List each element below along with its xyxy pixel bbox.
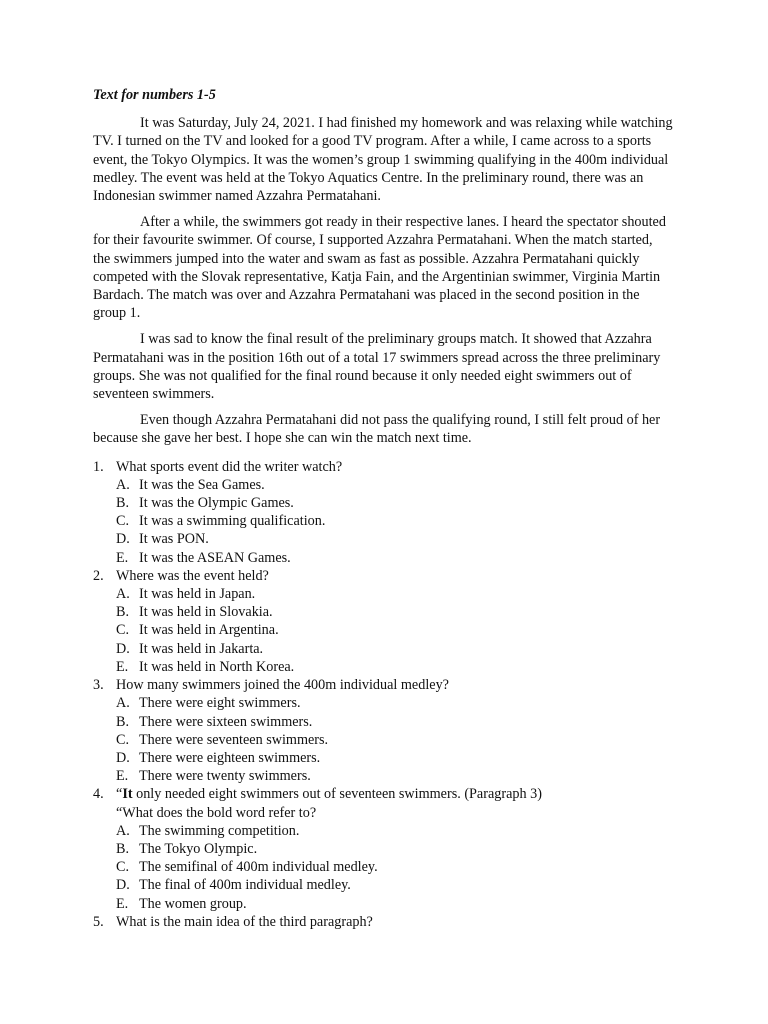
question-number: 4. bbox=[93, 786, 104, 803]
option-text: It was held in Argentina. bbox=[139, 622, 279, 639]
option-text: It was the ASEAN Games. bbox=[139, 549, 291, 566]
question-text: Where was the event held? bbox=[116, 567, 269, 584]
option-text: The swimming competition. bbox=[139, 822, 300, 839]
question-text: How many swimmers joined the 400m individual medley? bbox=[116, 677, 449, 694]
option-c bbox=[116, 731, 673, 749]
paragraph-4: Even though Azzahra Permatahani did not pass the qualifying round, I still felt proud of her because she gave her best. I hope she can win the match next time. bbox=[93, 412, 661, 447]
option-b bbox=[116, 713, 673, 731]
option-list bbox=[116, 822, 673, 913]
quote-bold-word: It bbox=[122, 786, 133, 803]
quote-open-mark: “ bbox=[116, 786, 123, 803]
question-4 bbox=[93, 785, 673, 912]
option-text: There were sixteen swimmers. bbox=[139, 713, 313, 730]
option-text: The final of 400m individual medley. bbox=[139, 877, 351, 894]
question-3 bbox=[93, 676, 673, 785]
option-a bbox=[116, 585, 673, 603]
option-text: There were seventeen swimmers. bbox=[139, 731, 329, 748]
option-letter: A. bbox=[116, 476, 130, 493]
option-text: The Tokyo Olympic. bbox=[139, 840, 258, 857]
option-letter: E. bbox=[116, 895, 129, 912]
option-letter: C. bbox=[116, 859, 130, 876]
option-b bbox=[116, 840, 673, 858]
question-5 bbox=[93, 913, 673, 931]
option-text: The women group. bbox=[139, 895, 247, 912]
question-text: “What does the bold word refer to? bbox=[116, 804, 317, 821]
option-text: It was the Olympic Games. bbox=[139, 495, 294, 512]
question-quote bbox=[116, 785, 673, 803]
question-number: 2. bbox=[93, 567, 104, 584]
option-e bbox=[116, 767, 673, 785]
option-letter: C. bbox=[116, 513, 130, 530]
option-letter: D. bbox=[116, 877, 130, 894]
option-letter: A. bbox=[116, 695, 130, 712]
question-number: 1. bbox=[93, 458, 104, 475]
paragraph-2: After a while, the swimmers got ready in their respective lanes. I heard the spectator shouted for their favourite swimmer. Of course, I supported Azzahra Permatahani. When the match started, the swimmers jumped into the water and swam as fast as possible. Azzahra Permatahani quickly competed with the Slovak representative, Katja Fain, and the Argentinian swimmer, Virginia Martin Bardach. The match was over and Azzahra Permatahani was placed in the second position in the group 1. bbox=[93, 214, 666, 322]
option-list bbox=[116, 476, 673, 567]
option-letter: B. bbox=[116, 604, 130, 621]
option-a bbox=[116, 822, 673, 840]
option-list bbox=[116, 694, 673, 785]
option-text: It was held in Jakarta. bbox=[139, 640, 264, 657]
option-letter: C. bbox=[116, 622, 130, 639]
quote-rest: only needed eight swimmers out of seventeen swimmers. (Paragraph 3) bbox=[132, 786, 542, 803]
option-d bbox=[116, 530, 673, 548]
option-letter: C. bbox=[116, 731, 130, 748]
option-letter: B. bbox=[116, 840, 130, 857]
question-1 bbox=[93, 458, 673, 567]
option-b bbox=[116, 603, 673, 621]
section-heading: Text for numbers 1-5 bbox=[93, 87, 216, 103]
option-text: There were eight swimmers. bbox=[139, 695, 301, 712]
paragraph-1: It was Saturday, July 24, 2021. I had finished my homework and was relaxing while watching TV. I turned on the TV and looked for a good TV program. After a while, I came across to a sports event, the Tokyo Olympics. It was the women’s group 1 swimming qualifying in the 400m individual medley. The event was held at the Tokyo Aquatics Centre. In the preliminary round, there was an Indonesian swimmer named Azzahra Permatahani. bbox=[93, 115, 673, 205]
option-letter: E. bbox=[116, 549, 129, 566]
option-b bbox=[116, 494, 673, 512]
question-2 bbox=[93, 567, 673, 676]
option-c bbox=[116, 512, 673, 530]
option-a bbox=[116, 476, 673, 494]
option-text: It was the Sea Games. bbox=[139, 476, 265, 493]
option-letter: B. bbox=[116, 713, 130, 730]
option-text: It was a swimming qualification. bbox=[139, 513, 326, 530]
paragraph-3: I was sad to know the final result of the preliminary groups match. It showed that Azzahra Permatahani was in the position 16th out of a total 17 swimmers spread across the three preliminary groups. She was not qualified for the final round because it only needed eight swimmers out of seventeen swimmers. bbox=[93, 331, 661, 403]
option-text: There were eighteen swimmers. bbox=[139, 749, 321, 766]
option-e bbox=[116, 658, 673, 676]
option-letter: E. bbox=[116, 658, 129, 675]
option-letter: A. bbox=[116, 586, 130, 603]
option-d bbox=[116, 876, 673, 894]
option-a bbox=[116, 694, 673, 712]
option-c bbox=[116, 858, 673, 876]
option-text: There were twenty swimmers. bbox=[139, 768, 311, 785]
option-list bbox=[116, 585, 673, 676]
option-letter: A. bbox=[116, 822, 130, 839]
option-e bbox=[116, 549, 673, 567]
option-text: It was PON. bbox=[139, 531, 209, 548]
option-letter: D. bbox=[116, 531, 130, 548]
option-letter: E. bbox=[116, 768, 129, 785]
option-d bbox=[116, 640, 673, 658]
question-text: What is the main idea of the third paragraph? bbox=[116, 913, 373, 930]
question-number: 3. bbox=[93, 677, 104, 694]
question-list bbox=[93, 458, 673, 931]
option-text: It was held in North Korea. bbox=[139, 658, 295, 675]
question-number: 5. bbox=[93, 913, 104, 930]
option-text: It was held in Japan. bbox=[139, 586, 256, 603]
option-letter: B. bbox=[116, 495, 130, 512]
option-text: It was held in Slovakia. bbox=[139, 604, 273, 621]
option-letter: D. bbox=[116, 640, 130, 657]
document-content bbox=[93, 86, 673, 931]
option-e bbox=[116, 895, 673, 913]
option-text: The semifinal of 400m individual medley. bbox=[139, 859, 378, 876]
option-d bbox=[116, 749, 673, 767]
question-text: What sports event did the writer watch? bbox=[116, 458, 343, 475]
option-letter: D. bbox=[116, 749, 130, 766]
option-c bbox=[116, 621, 673, 639]
